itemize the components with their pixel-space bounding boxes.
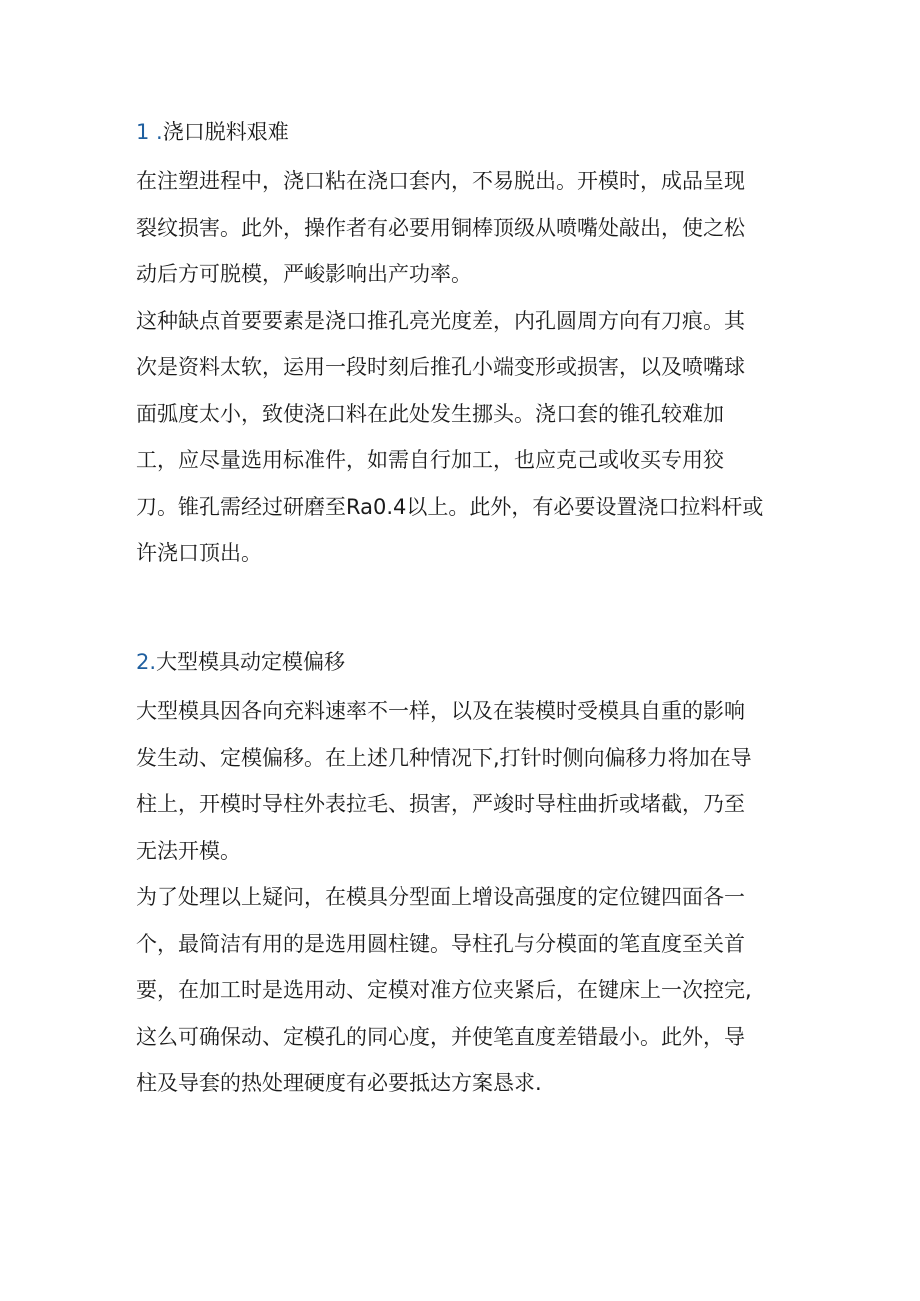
text-line: 动后方可脱模，严峻影响出产功率。 xyxy=(136,262,472,286)
section-heading xyxy=(136,644,786,680)
text-line: 发生动、定模偏移。在上述几种情况下,打针时侧向偏移力将加在导 xyxy=(136,745,752,770)
text-line: 这么可确保动、定模孔的同心度，并使笔直度差错最小。此外，导 xyxy=(136,1024,745,1049)
section-title: 大型模具动定模偏移 xyxy=(156,650,346,674)
paragraph xyxy=(136,874,786,1107)
paragraph xyxy=(136,298,786,577)
text-line: 个，最简洁有用的是选用圆柱键。导柱孔与分模面的笔直度至关首 xyxy=(136,931,745,956)
section-number: 2. xyxy=(136,650,157,674)
section-number: 1 . xyxy=(136,120,163,144)
text-line: 次是资料太软，运用一段时刻后推孔小端变形或损害，以及喷嘴球 xyxy=(136,355,745,379)
text-line: 刀。锥孔需经过研磨至Ra0.4以上。此外，有必要设置浇口拉料杆或 xyxy=(136,494,764,519)
text-line: 许浇口顶出。 xyxy=(136,541,262,565)
section-heading xyxy=(136,114,786,150)
text-line: 裂纹损害。此外，操作者有必要用铜棒顶级从喷嘴处敲出，使之松 xyxy=(136,215,745,240)
text-line: 为了处理以上疑问，在模具分型面上增设高强度的定位键四面各一 xyxy=(136,885,745,909)
paragraph xyxy=(136,688,786,874)
text-line: 大型模具因各向充料速率不一样，以及在装模时受模具自重的影响 xyxy=(136,699,745,723)
section-2 xyxy=(136,644,786,1107)
text-line: 这种缺点首要要素是浇口推孔亮光度差，内孔圆周方向有刀痕。其 xyxy=(136,308,745,333)
text-line: 柱上，开模时导柱外表拉毛、损害，严竣时导柱曲折或堵截，乃至 xyxy=(136,792,745,816)
text-line: 要，在加工时是选用动、定模对准方位夹紧后，在键床上一次控完, xyxy=(136,978,752,1002)
text-line: 面弧度太小，致使浇口料在此处发生挪头。浇口套的锥孔较难加 xyxy=(136,401,724,426)
text-line: 柱及导套的热处理硬度有必要抵达方案恳求. xyxy=(136,1071,542,1095)
section-title: 浇口脱料艰难 xyxy=(162,120,289,144)
text-line: 在注塑进程中，浇口粘在浇口套内，不易脱出。开模时，成品呈现 xyxy=(136,169,745,193)
section-1 xyxy=(136,114,786,577)
text-line: 工，应尽量选用标准件，如需自行加工，也应克己或收买专用狡 xyxy=(136,448,724,472)
paragraph xyxy=(136,158,786,298)
text-line: 无法开模。 xyxy=(136,838,241,863)
